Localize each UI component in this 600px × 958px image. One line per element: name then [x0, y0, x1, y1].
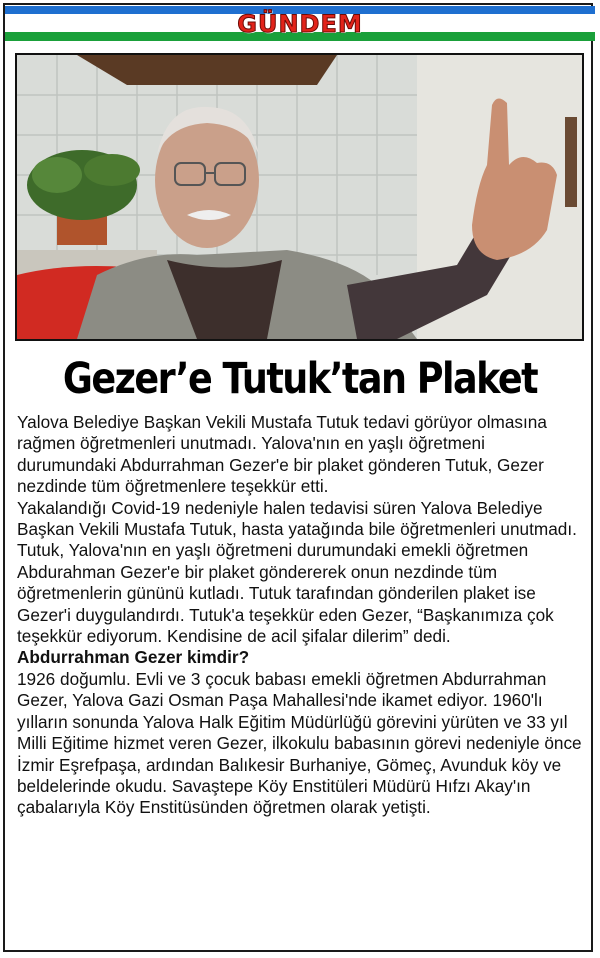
- article-subheading: Abdurrahman Gezer kimdir?: [17, 647, 250, 668]
- section-label: GÜNDEM: [237, 10, 363, 38]
- article-body: [17, 412, 585, 819]
- article-lead: Yalova Belediye Başkan Vekili Mustafa Tutuk tedavi görüyor olmasına rağmen öğretmenleri unutmadı. Yalova'nın en yaşlı öğretmeni durumundaki Abdurrahman Gezer'e bir plaket gönderen Tutuk, Gezer nezdinde tüm öğretmenlere teşekkür etti.: [17, 412, 547, 497]
- article-photo: [15, 53, 584, 341]
- article-headline: Gezer’e Tutuk’tan Plaket: [62, 354, 538, 404]
- article-paragraph: 1926 doğumlu. Evli ve 3 çocuk babası emekli öğretmen Abdurrahman Gezer, Yalova Gazi Osman Paşa Mahallesi'nde ikamet ediyor. 1960'lı yılların sonunda Yalova Halk Eğitim Müdürlüğü görevini yürüten ve 33 yıl Milli Eğitime hizmet veren Gezer, ilkokulu babasının görevi nedeniyle önce İzmir Eşrefpaşa, ardından Balıkesir Burhaniye, Gömeç, Avunduk köy ve beldelerinde okudu. Savaştepe Köy Enstitüleri Müdürü Hıfzı Akay'ın çabalarıyla Köy Enstitüsünden öğretmen olarak yetişti.: [17, 668, 582, 818]
- portrait-photo: [17, 55, 582, 339]
- article-paragraph: Yakalandığı Covid-19 nedeniyle halen tedavisi süren Yalova Belediye Başkan Vekili Mustafa Tutuk, hasta yatağında bile öğretmenleri unutmadı. Tutuk, Yalova'nın en yaşlı öğretmeni durumundaki emekli öğretmen Abdurahman Gezer'e bir plaket göndererek onun nezdinde tüm öğretmenlerin gününü kutladı. Tutuk tarafından gönderilen plaket ise Gezer'i duygulandırdı. Tutuk'a teşekkür eden Gezer, “Başkanımıza çok teşekkür ediyorum. Kendisine de acil şifalar dilerim” dedi.: [17, 497, 577, 647]
